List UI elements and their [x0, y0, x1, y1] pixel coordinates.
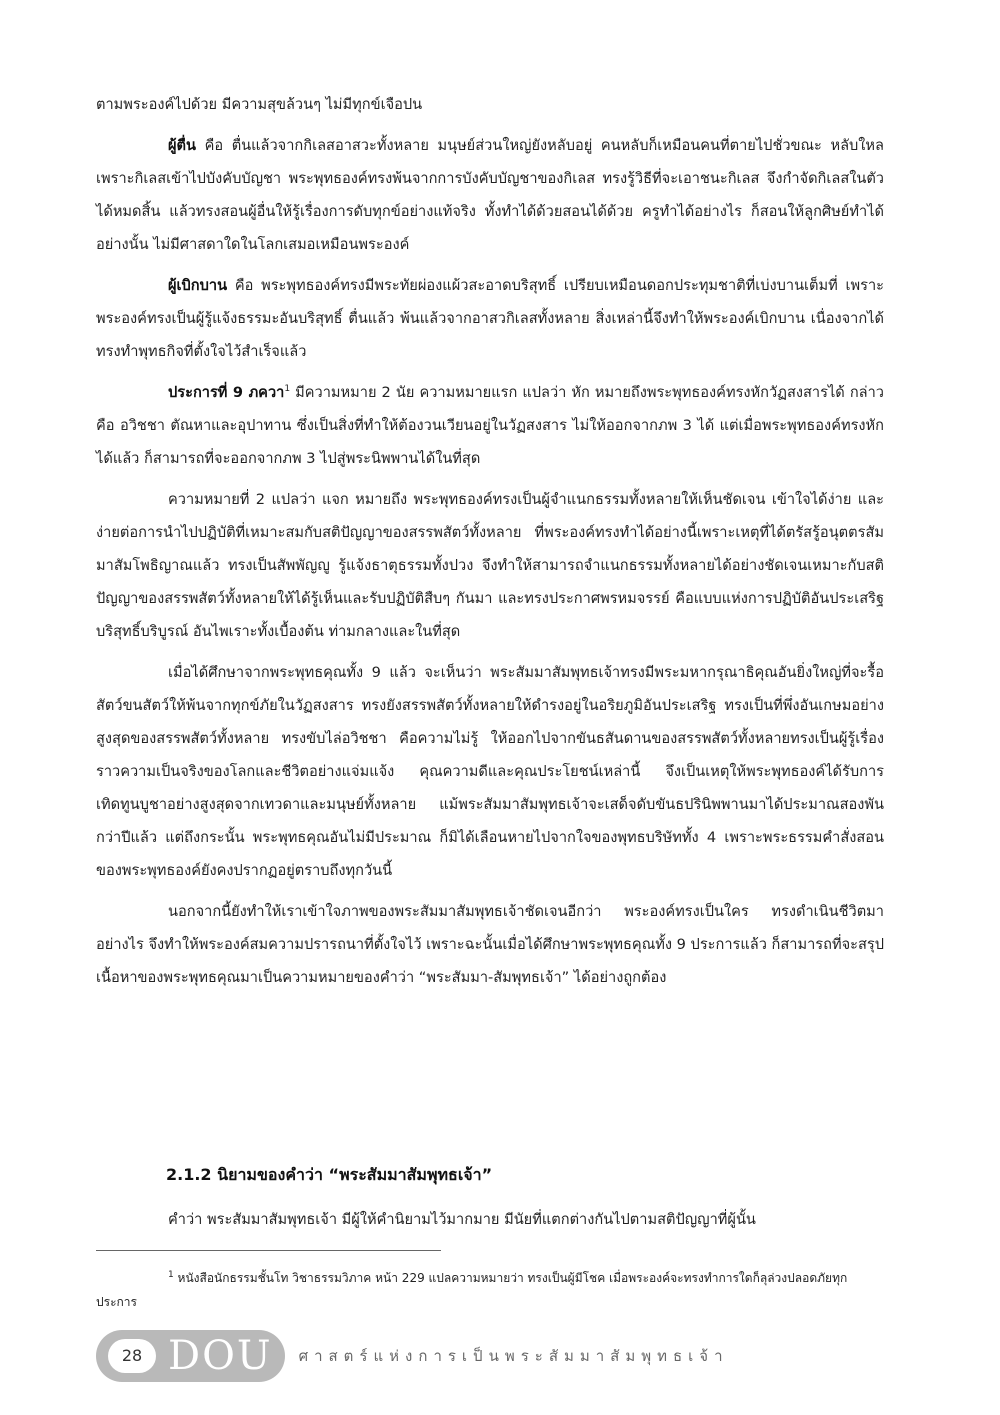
footer-badge	[96, 1330, 285, 1382]
term-label: ผู้เบิกบาน	[168, 277, 228, 294]
paragraph	[96, 129, 884, 261]
paragraph	[96, 376, 884, 475]
dou-logo: DOU	[168, 1333, 273, 1379]
paragraph-text: ตามพระองค์ไปด้วย มีความสุขล้วนๆ ไม่มีทุกข์เจือปน	[96, 96, 423, 113]
page-number: 28	[108, 1339, 156, 1373]
paragraph-text: มีความหมาย 2 นัย ความหมายแรก แปลว่า หัก หมายถึงพระพุทธองค์ทรงหักวัฏสงสารได้ กล่าวคือ อวิชชา ตัณหาและอุปาทาน ซึ่งเป็นสิ่งที่ทำให้ต้องวนเวียนอยู่ในวัฏสงสาร ไม่ให้ออกจากภพ 3 ได้ แต่เมื่อพระพุทธองค์ทรงหักได้แล้ว ก็สามารถที่จะออกจากภพ 3 ไปสู่พระนิพพานได้ในที่สุด	[96, 384, 884, 467]
section-heading: 2.1.2 นิยามของคำว่า “พระสัมมาสัมพุทธเจ้า”	[166, 1165, 493, 1184]
page-footer	[96, 1328, 729, 1384]
paragraph	[96, 656, 884, 887]
footnote-text: หนังสือนักธรรมชั้นโท วิชาธรรมวิภาค หน้า 229 แปลความหมายว่า ทรงเป็นผู้มีโชค เมื่อพระองค์จะทรงทำการใดก็ลุล่วงปลอดภัยทุกประการ	[96, 1271, 848, 1309]
paragraph: คำว่า พระสัมมาสัมพุทธเจ้า มีผู้ให้คำนิยามไว้มากมาย มีนัยที่แตกต่างกันไปตามสติปัญญาที่ผู้นั้น	[168, 1211, 756, 1228]
footnote-divider	[96, 1250, 441, 1251]
book-title: ศาสตร์แห่งการเป็นพระสัมมาสัมพุทธเจ้า	[298, 1347, 729, 1365]
paragraph-text: เมื่อได้ศึกษาจากพระพุทธคุณทั้ง 9 แล้ว จะเห็นว่า พระสัมมาสัมพุทธเจ้าทรงมีพระมหากรุณาธิคุณอันยิ่งใหญ่ที่จะรื้อสัตว์ขนสัตว์ให้พ้นจากทุกข์ภัยในวัฏสงสาร ทรงยังสรรพสัตว์ทั้งหลายให้ดำรงอยู่ในอริยภูมิอันประเสริฐ ทรงเป็นที่พึ่งอันเกษมอย่างสูงสุดของสรรพสัตว์ทั้งหลาย ทรงขับไล่อวิชชา คือความไม่รู้ ให้ออกไปจากขันธสันดานของสรรพสัตว์ทั้งหลายทรงเป็นผู้รู้เรื่องราวความเป็นจริงของโลกและชีวิตอย่างแจ่มแจ้ง คุณความดีและคุณประโยชน์เหล่านี้ จึงเป็นเหตุให้พระพุทธองค์ได้รับการเทิดทูนบูชาอย่างสูงสุดจากเทวดาและมนุษย์ทั้งหลาย แม้พระสัมมาสัมพุทธเจ้าจะเสด็จดับขันธปรินิพพานมาได้ประมาณสองพันกว่าปีแล้ว แต่ถึงกระนั้น พระพุทธคุณอันไม่มีประมาณ ก็มิได้เลือนหายไปจากใจของพุทธบริษัททั้ง 4 เพราะพระธรรมคำสั่งสอนของพระพุทธองค์ยังคงปรากฏอยู่ตราบถึงทุกวันนี้	[96, 664, 884, 879]
paragraph-text: คือ พระพุทธองค์ทรงมีพระทัยผ่องแผ้วสะอาดบริสุทธิ์ เปรียบเหมือนดอกประทุมชาติที่เบ่งบานเต็มที่ เพราะพระองค์ทรงเป็นผู้รู้แจ้งธรรมะอันบริสุทธิ์ ตื่นแล้ว พ้นแล้วจากอาสวกิเลสทั้งหลาย สิ่งเหล่านี้จึงทำให้พระองค์เบิกบาน เนื่องจากได้ทรงทำพุทธกิจที่ตั้งใจไว้สำเร็จแล้ว	[96, 277, 884, 360]
term-label: ประการที่ 9 ภควา	[168, 384, 285, 401]
footnote	[96, 1266, 884, 1314]
footnote-ref: 1	[284, 384, 291, 395]
paragraph-text: นอกจากนี้ยังทำให้เราเข้าใจภาพของพระสัมมาสัมพุทธเจ้าชัดเจนอีกว่า พระองค์ทรงเป็นใคร ทรงดำเนินชีวิตมาอย่างไร จึงทำให้พระองค์สมความปรารถนาที่ตั้งใจไว้ เพราะฉะนั้นเมื่อได้ศึกษาพระพุทธคุณทั้ง 9 ประการแล้ว ก็สามารถที่จะสรุปเนื้อหาของพระพุทธคุณมาเป็นความหมายของคำว่า “พระสัมมา-สัมพุทธเจ้า” ได้อย่างถูกต้อง	[96, 903, 884, 986]
paragraph	[96, 88, 884, 121]
paragraph	[96, 895, 884, 994]
paragraph	[96, 269, 884, 368]
footnote-number: 1	[168, 1270, 174, 1280]
paragraph	[96, 483, 884, 648]
paragraph-text: ความหมายที่ 2 แปลว่า แจก หมายถึง พระพุทธองค์ทรงเป็นผู้จำแนกธรรมทั้งหลายให้เห็นชัดเจน เข้าใจได้ง่าย และง่ายต่อการนำไปปฏิบัติที่เหมาะสมกับสติปัญญาของสรรพสัตว์ทั้งหลาย ที่พระองค์ทรงทำได้อย่างนี้เพราะเหตุที่ได้ตรัสรู้อนุตตรสัมมาสัมโพธิญาณแล้ว ทรงเป็นสัพพัญญู รู้แจ้งธาตุธรรมทั้งปวง จึงทำให้สามารถจำแนกธรรมทั้งหลายได้อย่างชัดเจนเหมาะกับสติปัญญาของสรรพสัตว์ทั้งหลายให้ได้รู้เห็นและรับปฏิบัติสืบๆ กันมา และทรงประกาศพรหมจรรย์ คือแบบแห่งการปฏิบัติอันประเสริฐ บริสุทธิ์บริบูรณ์ อันไพเราะทั้งเบื้องต้น ท่ามกลางและในที่สุด	[96, 491, 884, 640]
term-label: ผู้ตื่น	[168, 137, 197, 154]
paragraph-text: คือ ตื่นแล้วจากกิเลสอาสวะทั้งหลาย มนุษย์ส่วนใหญ่ยังหลับอยู่ คนหลับก็เหมือนคนที่ตายไปชั่วขณะ หลับใหลเพราะกิเลสเข้าไปบังคับบัญชา พระพุทธองค์ทรงพ้นจากการบังคับบัญชาของกิเลส ทรงรู้วิธีที่จะเอาชนะกิเลส จึงกำจัดกิเลสในตัวได้หมดสิ้น แล้วทรงสอนผู้อื่นให้รู้เรื่องการดับทุกข์อย่างแท้จริง ทั้งทำได้ด้วยสอนได้ด้วย ครูทำได้อย่างไร ก็สอนให้ลูกศิษย์ทำได้อย่างนั้น ไม่มีศาสดาใดในโลกเสมอเหมือนพระองค์	[96, 137, 884, 253]
body-text	[96, 88, 884, 1002]
